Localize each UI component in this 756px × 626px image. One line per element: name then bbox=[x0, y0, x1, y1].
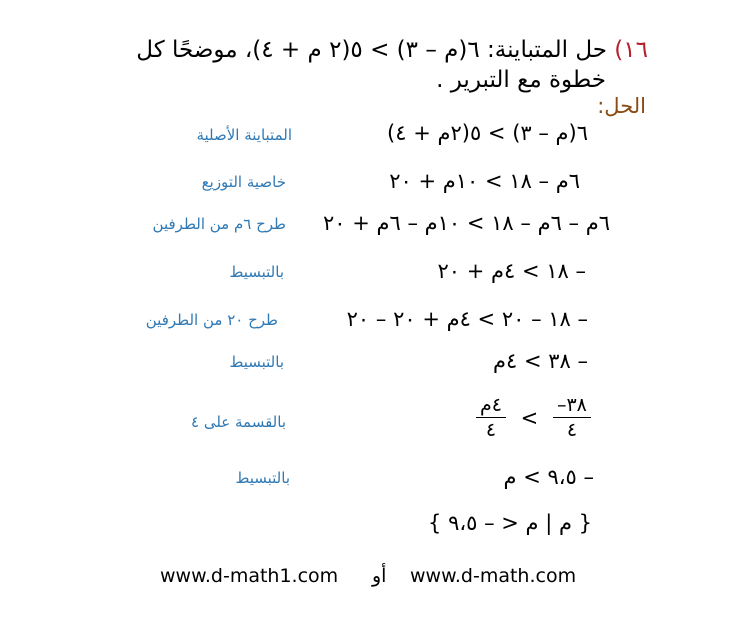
problem-statement-line1 bbox=[136, 36, 648, 64]
fraction-right-side bbox=[476, 394, 506, 441]
step-reason-1: المتباينة الأصلية bbox=[196, 126, 292, 144]
step-reason-6: بالتبسيط bbox=[229, 353, 284, 371]
step-reason-2: خاصية التوزيع bbox=[201, 173, 286, 191]
step-expression-2: ٦م – ١٨ > ١٠م + ٢٠ bbox=[389, 169, 580, 193]
solution-set: { م | م < – ٩،٥ } bbox=[428, 511, 592, 535]
footer-site-left[interactable]: www.d-math1.com bbox=[160, 565, 339, 587]
fraction-right-numerator: ٤م bbox=[476, 394, 506, 418]
problem-text-line1: حل المتباينة: ٦(م – ٣) > ٥(٢ م + ٤)، موضحًا كل bbox=[136, 37, 607, 63]
footer-or-word: أو bbox=[372, 565, 387, 587]
solution-label: الحل: bbox=[597, 94, 646, 118]
step-reason-8: بالتبسيط bbox=[235, 469, 290, 487]
problem-statement-line2: خطوة مع التبرير . bbox=[436, 67, 606, 93]
step-reason-4: بالتبسيط bbox=[229, 263, 284, 281]
step-expression-6: – ٣٨ > ٤م bbox=[493, 349, 588, 373]
fraction-left-side bbox=[553, 394, 591, 441]
problem-number: ١٦) bbox=[614, 37, 648, 63]
step-reason-7: بالقسمة على ٤ bbox=[190, 413, 286, 431]
fraction-right-denominator: ٤ bbox=[485, 419, 497, 441]
step-expression-1: ٦(م – ٣) > ٥(٢م + ٤) bbox=[387, 121, 588, 145]
inequality-sign: < bbox=[520, 405, 539, 430]
fraction-left-numerator: –٣٨ bbox=[553, 394, 591, 418]
step-expression-4: – ١٨ > ٤م + ٢٠ bbox=[437, 259, 586, 283]
step-expression-8: – ٩،٥ > م bbox=[503, 465, 594, 489]
step-expression-7 bbox=[476, 394, 591, 441]
footer-site-right[interactable]: www.d-math.com bbox=[410, 565, 577, 587]
step-reason-5: طرح ٢٠ من الطرفين bbox=[145, 311, 278, 329]
step-reason-3: طرح ٦م من الطرفين bbox=[152, 215, 286, 233]
step-expression-3: ٦م – ٦م – ١٨ > ١٠م – ٦م + ٢٠ bbox=[322, 211, 610, 235]
step-expression-5: – ١٨ – ٢٠ > ٤م + ٢٠ – ٢٠ bbox=[346, 307, 588, 331]
fraction-left-denominator: ٤ bbox=[566, 419, 578, 441]
